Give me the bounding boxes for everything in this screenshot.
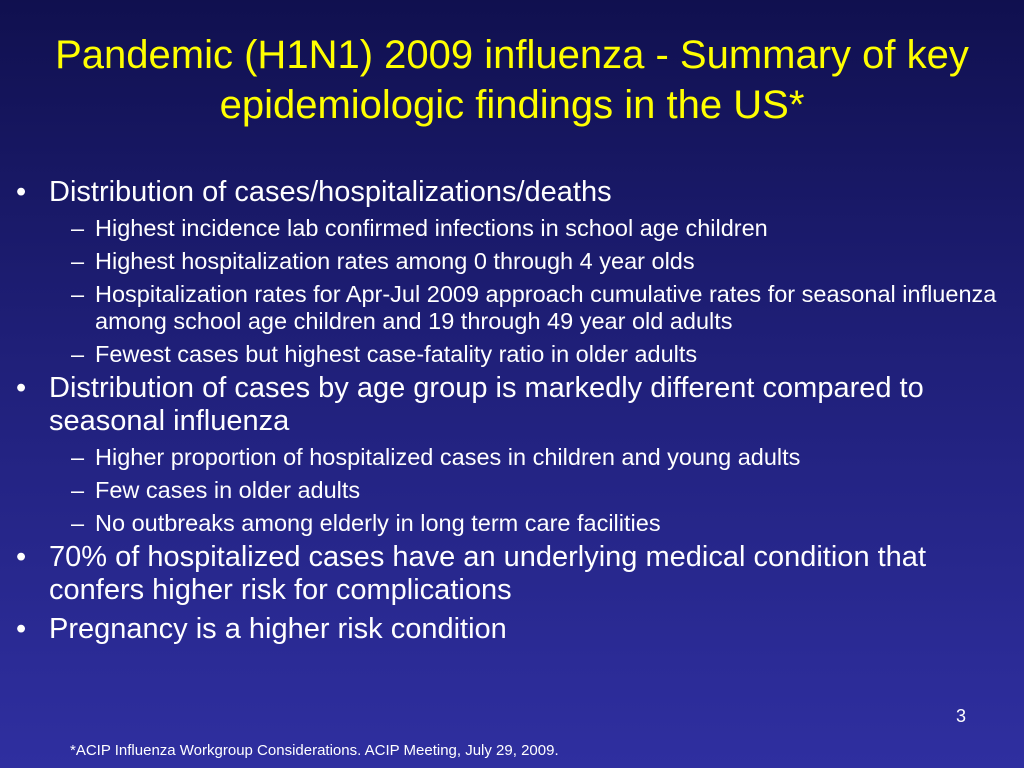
bullet-item (10, 541, 1000, 607)
sub-bullet-text: Fewest cases but highest case-fatality ratio in older adults (95, 341, 698, 367)
dash-icon: – (71, 510, 85, 536)
sub-bullet-item (10, 215, 1000, 242)
bullet-item (10, 613, 1000, 646)
sub-bullet-text: No outbreaks among elderly in long term care facilities (95, 510, 661, 536)
page-number: 3 (955, 706, 966, 726)
sub-bullet-item (10, 248, 1000, 275)
sub-bullet-item (10, 510, 1000, 537)
dash-icon: – (71, 341, 85, 367)
sub-bullet-text: Highest incidence lab confirmed infections in school age children (95, 215, 768, 241)
footnote: *ACIP Influenza Workgroup Considerations. ACIP Meeting, July 29, 2009. (70, 742, 559, 759)
bullet-item (10, 176, 1000, 209)
dash-icon: – (71, 215, 85, 241)
sub-bullet-text: Higher proportion of hospitalized cases in children and young adults (95, 444, 801, 470)
sub-bullet-text: Hospitalization rates for Apr-Jul 2009 approach cumulative rates for seasonal influenza among school age children and 19 through 49 year old adults (95, 281, 997, 334)
bullet-item (10, 372, 1000, 438)
dash-icon: – (71, 248, 85, 274)
slide-title: Pandemic (H1N1) 2009 influenza - Summary of key epidemiologic findings in the US* (55, 33, 969, 127)
sub-bullet-item (10, 281, 1000, 335)
bullet-text: Distribution of cases/hospitalizations/deaths (49, 176, 612, 208)
sub-bullet-text: Highest hospitalization rates among 0 through 4 year olds (95, 248, 695, 274)
bullet-text: 70% of hospitalized cases have an underlying medical condition that confers higher risk for complications (49, 541, 926, 606)
bullet-icon: • (16, 613, 27, 645)
sub-bullet-item (10, 477, 1000, 504)
bullet-icon: • (16, 541, 27, 573)
sub-bullet-item (10, 341, 1000, 368)
bullet-list (10, 172, 1000, 646)
dash-icon: – (71, 281, 85, 307)
bullet-text: Distribution of cases by age group is markedly different compared to seasonal influenza (49, 372, 924, 437)
bullet-text: Pregnancy is a higher risk condition (49, 613, 507, 645)
sub-bullet-item (10, 444, 1000, 471)
dash-icon: – (71, 477, 85, 503)
bullet-icon: • (16, 372, 27, 404)
sub-bullet-text: Few cases in older adults (95, 477, 361, 503)
bullet-icon: • (16, 176, 27, 208)
dash-icon: – (71, 444, 85, 470)
